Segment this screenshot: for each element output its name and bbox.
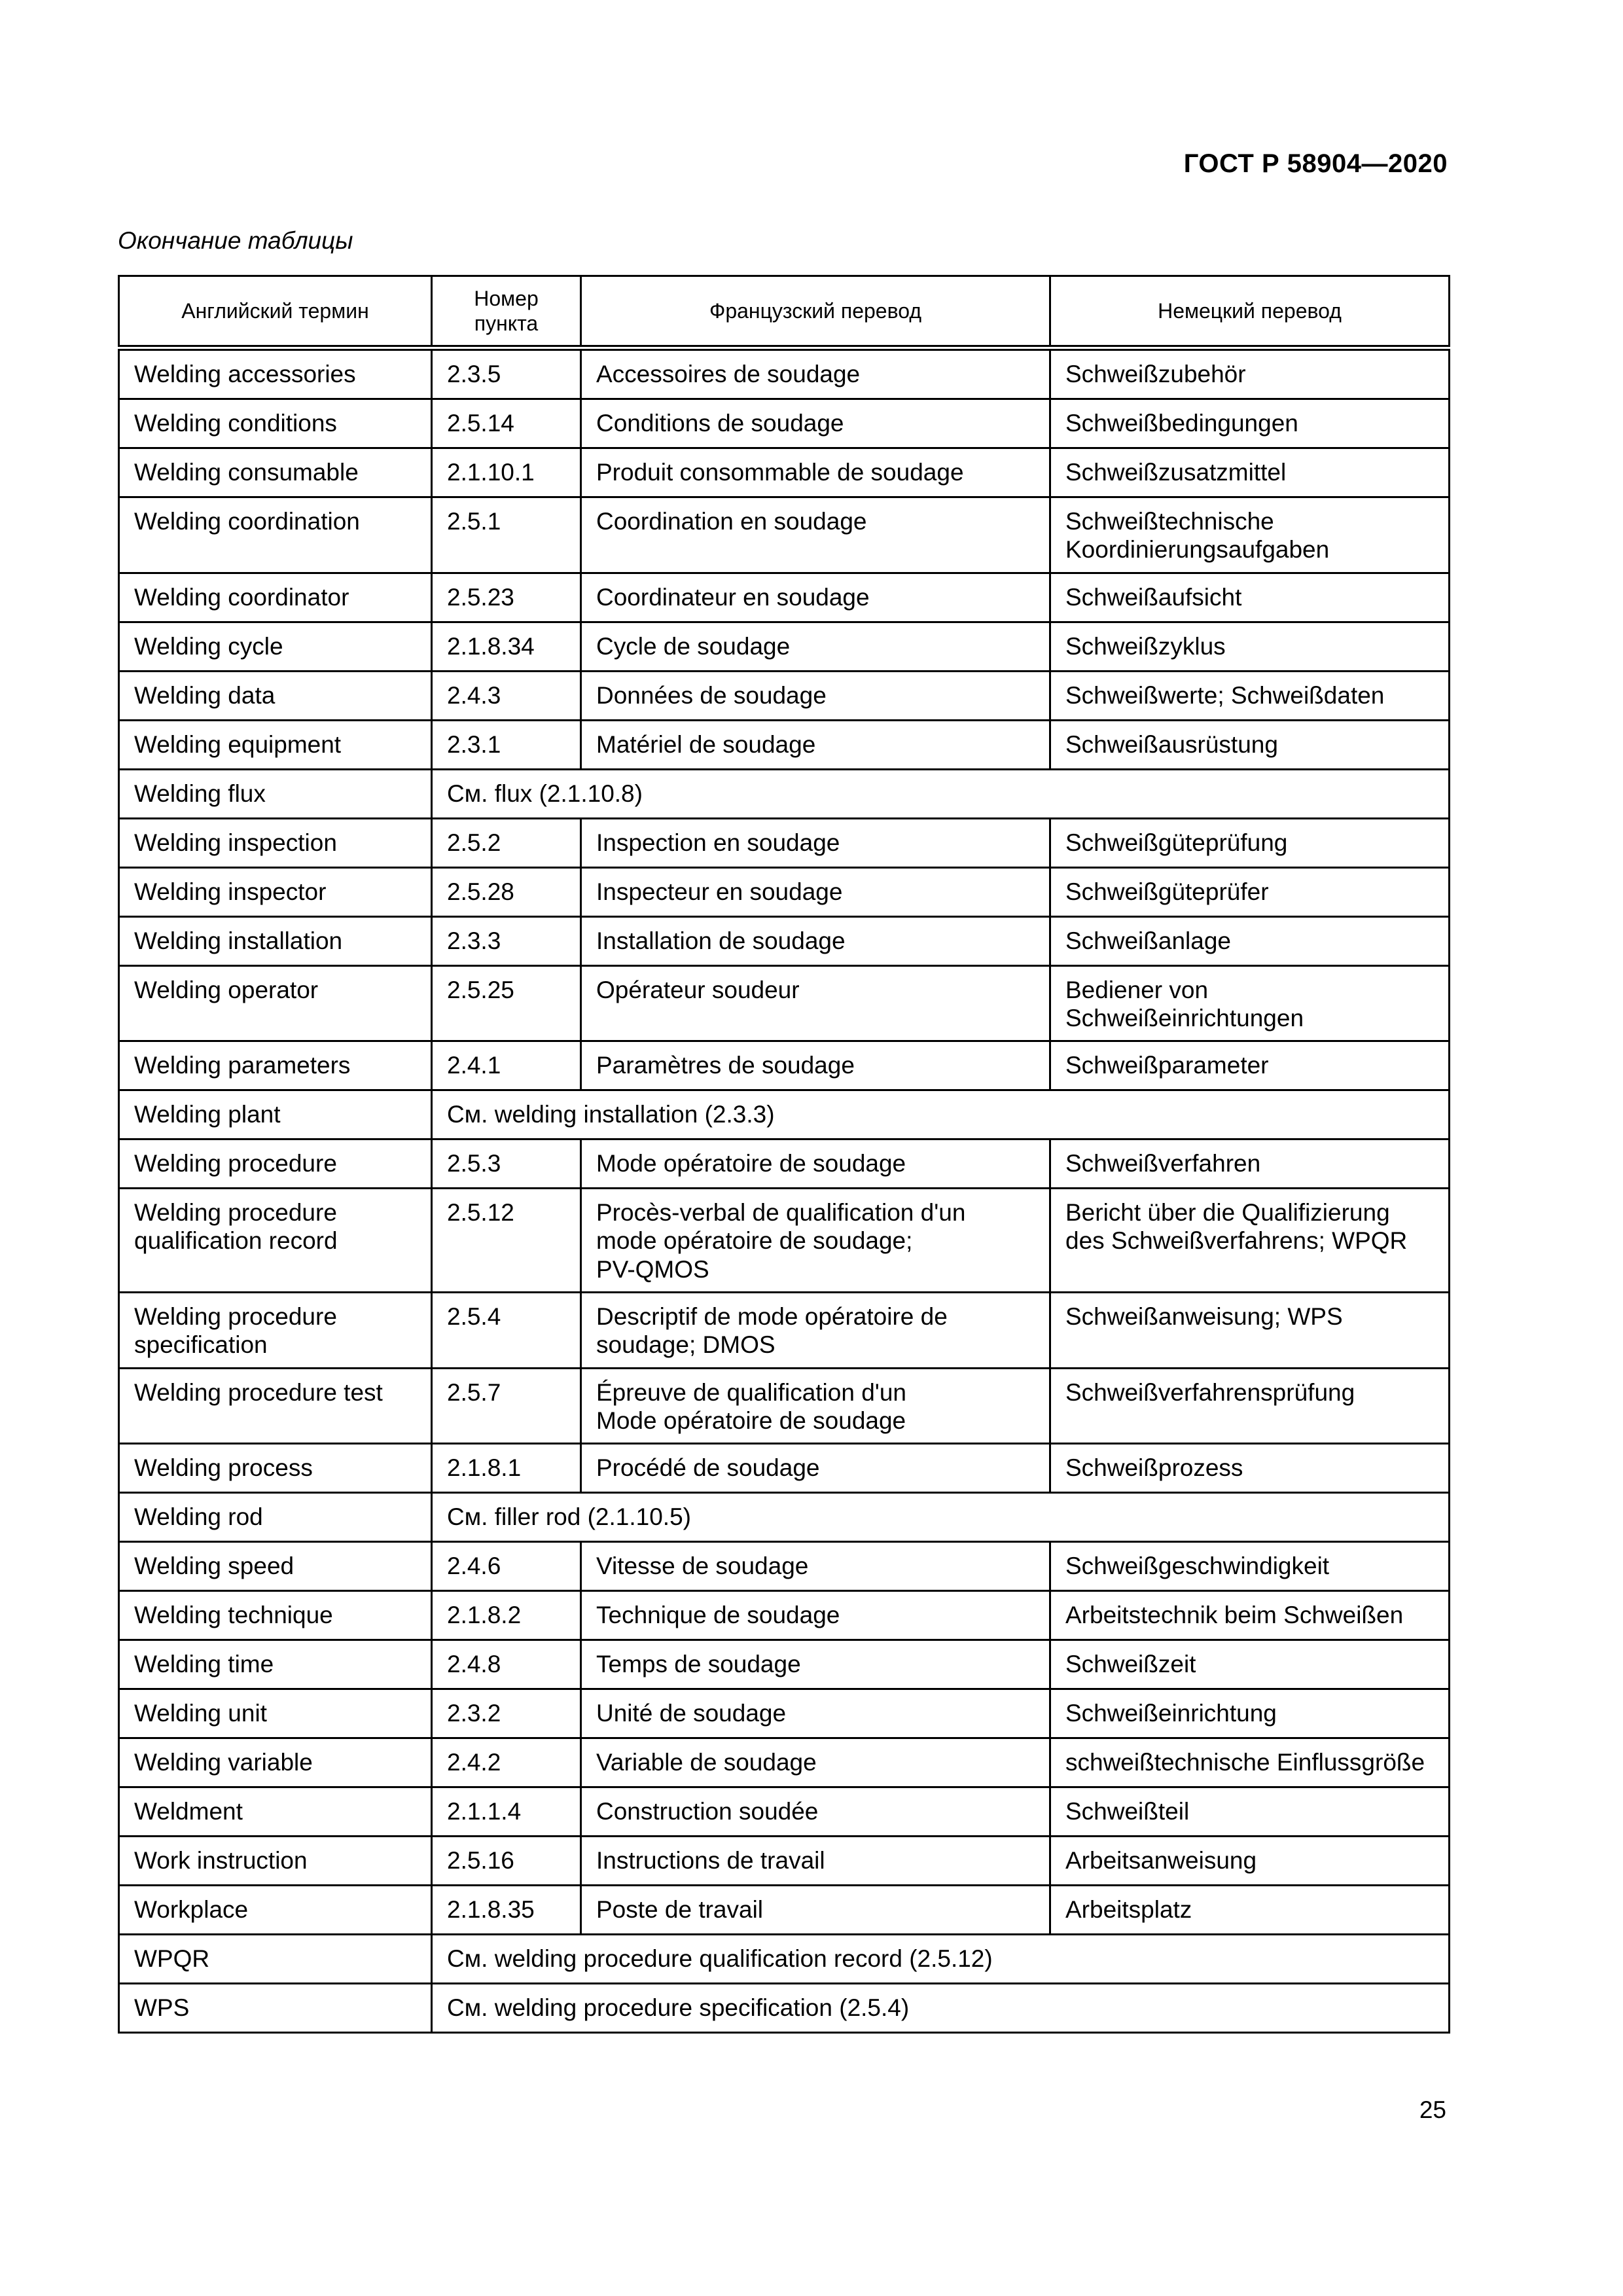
item-number-cell: 2.5.3 [432, 1139, 581, 1189]
french-translation-cell: Accessoires de soudage [581, 348, 1050, 399]
item-number-cell: 2.4.3 [432, 671, 581, 720]
german-translation-cell: Schweißgeschwindigkeit [1050, 1542, 1450, 1591]
french-translation-cell: Procès-verbal de qualification d'un mode opératoire de soudage; PV-QMOS [581, 1189, 1050, 1293]
english-term-cell: Welding rod [119, 1493, 432, 1542]
cross-reference-cell: См. filler rod (2.1.10.5) [432, 1493, 1450, 1542]
table-row [119, 1984, 1450, 2033]
german-translation-cell: Bediener von Schweißeinrichtungen [1050, 965, 1450, 1041]
english-term-cell: Welding procedure specification [119, 1292, 432, 1368]
table-row [119, 867, 1450, 916]
english-term-cell: Welding coordination [119, 497, 432, 573]
english-term-cell: Welding consumable [119, 448, 432, 497]
german-translation-cell: Schweißwerte; Schweißdaten [1050, 671, 1450, 720]
german-translation-cell: schweißtechnische Einflussgröße [1050, 1738, 1450, 1787]
english-term-cell: Welding process [119, 1444, 432, 1493]
german-translation-cell: Schweißtechnische Koordinierungsaufgaben [1050, 497, 1450, 573]
item-number-cell: 2.3.1 [432, 720, 581, 769]
german-translation-cell: Schweißzyklus [1050, 622, 1450, 671]
french-translation-cell: Installation de soudage [581, 916, 1050, 965]
table-row [119, 1090, 1450, 1139]
german-translation-cell: Schweißzeit [1050, 1640, 1450, 1689]
german-translation-cell: Schweißausrüstung [1050, 720, 1450, 769]
item-number-cell: 2.5.25 [432, 965, 581, 1041]
french-translation-cell: Vitesse de soudage [581, 1542, 1050, 1591]
german-translation-cell: Arbeitsanweisung [1050, 1837, 1450, 1886]
table-row [119, 1689, 1450, 1738]
english-term-cell: Welding unit [119, 1689, 432, 1738]
french-translation-cell: Instructions de travail [581, 1837, 1050, 1886]
english-term-cell: Welding operator [119, 965, 432, 1041]
english-term-cell: Welding speed [119, 1542, 432, 1591]
english-term-cell: WPS [119, 1984, 432, 2033]
item-number-cell: 2.5.1 [432, 497, 581, 573]
german-translation-cell: Arbeitsplatz [1050, 1886, 1450, 1935]
table-row [119, 1591, 1450, 1640]
column-header-german-translation: Немецкий перевод [1050, 276, 1450, 348]
item-number-cell: 2.3.2 [432, 1689, 581, 1738]
french-translation-cell: Variable de soudage [581, 1738, 1050, 1787]
terms-table [118, 275, 1450, 2034]
french-translation-cell: Inspecteur en soudage [581, 867, 1050, 916]
table-row [119, 1493, 1450, 1542]
table-row [119, 1738, 1450, 1787]
cross-reference-cell: См. welding installation (2.3.3) [432, 1090, 1450, 1139]
item-number-cell: 2.1.10.1 [432, 448, 581, 497]
german-translation-cell: Schweißgüteprüfer [1050, 867, 1450, 916]
column-header-english-term: Английский термин [119, 276, 432, 348]
table-row [119, 769, 1450, 818]
english-term-cell: Welding data [119, 671, 432, 720]
cross-reference-cell: См. welding procedure qualification record (2.5.12) [432, 1935, 1450, 1984]
french-translation-cell: Poste de travail [581, 1886, 1050, 1935]
french-translation-cell: Descriptif de mode opératoire de soudage; DMOS [581, 1292, 1050, 1368]
french-translation-cell: Coordinateur en soudage [581, 573, 1050, 622]
item-number-cell: 2.1.1.4 [432, 1787, 581, 1837]
english-term-cell: Welding parameters [119, 1041, 432, 1090]
french-translation-cell: Épreuve de qualification d'un Mode opératoire de soudage [581, 1368, 1050, 1444]
german-translation-cell: Schweißzubehör [1050, 348, 1450, 399]
english-term-cell: Welding time [119, 1640, 432, 1689]
item-number-cell: 2.5.7 [432, 1368, 581, 1444]
column-header-french-translation: Французский перевод [581, 276, 1050, 348]
table-row [119, 399, 1450, 448]
french-translation-cell: Procédé de soudage [581, 1444, 1050, 1493]
german-translation-cell: Schweißparameter [1050, 1041, 1450, 1090]
table-row [119, 1837, 1450, 1886]
table-row [119, 348, 1450, 399]
item-number-cell: 2.1.8.2 [432, 1591, 581, 1640]
french-translation-cell: Inspection en soudage [581, 818, 1050, 867]
item-number-cell: 2.4.2 [432, 1738, 581, 1787]
french-translation-cell: Mode opératoire de soudage [581, 1139, 1050, 1189]
english-term-cell: Welding inspector [119, 867, 432, 916]
table-row [119, 1787, 1450, 1837]
english-term-cell: Welding installation [119, 916, 432, 965]
english-term-cell: Welding procedure [119, 1139, 432, 1189]
english-term-cell: Welding equipment [119, 720, 432, 769]
french-translation-cell: Unité de soudage [581, 1689, 1050, 1738]
page-number: 25 [1419, 2096, 1446, 2123]
table-row [119, 916, 1450, 965]
document-code: ГОСТ Р 58904—2020 [1183, 149, 1448, 178]
french-translation-cell: Conditions de soudage [581, 399, 1050, 448]
english-term-cell: Welding cycle [119, 622, 432, 671]
table-row [119, 573, 1450, 622]
item-number-cell: 2.5.28 [432, 867, 581, 916]
table-row [119, 671, 1450, 720]
item-number-cell: 2.1.8.1 [432, 1444, 581, 1493]
item-number-cell: 2.1.8.34 [432, 622, 581, 671]
table-row [119, 1292, 1450, 1368]
item-number-cell: 2.1.8.35 [432, 1886, 581, 1935]
item-number-cell: 2.4.6 [432, 1542, 581, 1591]
item-number-cell: 2.5.14 [432, 399, 581, 448]
table-row [119, 965, 1450, 1041]
german-translation-cell: Schweißeinrichtung [1050, 1689, 1450, 1738]
german-translation-cell: Schweißzusatzmittel [1050, 448, 1450, 497]
french-translation-cell: Opérateur soudeur [581, 965, 1050, 1041]
german-translation-cell: Schweißprozess [1050, 1444, 1450, 1493]
item-number-cell: 2.5.23 [432, 573, 581, 622]
german-translation-cell: Schweißteil [1050, 1787, 1450, 1837]
cross-reference-cell: См. welding procedure specification (2.5.4) [432, 1984, 1450, 2033]
table-row [119, 1640, 1450, 1689]
french-translation-cell: Matériel de soudage [581, 720, 1050, 769]
item-number-cell: 2.5.4 [432, 1292, 581, 1368]
item-number-cell: 2.3.3 [432, 916, 581, 965]
english-term-cell: Workplace [119, 1886, 432, 1935]
english-term-cell: Welding flux [119, 769, 432, 818]
table-caption: Окончание таблицы [118, 227, 353, 254]
french-translation-cell: Produit consommable de soudage [581, 448, 1050, 497]
english-term-cell: Welding procedure qualification record [119, 1189, 432, 1293]
item-number-cell: 2.5.12 [432, 1189, 581, 1293]
table-row [119, 448, 1450, 497]
table-row [119, 1041, 1450, 1090]
english-term-cell: WPQR [119, 1935, 432, 1984]
english-term-cell: Welding procedure test [119, 1368, 432, 1444]
table-row [119, 720, 1450, 769]
table-row [119, 1368, 1450, 1444]
table-row [119, 497, 1450, 573]
german-translation-cell: Schweißanlage [1050, 916, 1450, 965]
english-term-cell: Welding coordinator [119, 573, 432, 622]
item-number-cell: 2.4.1 [432, 1041, 581, 1090]
table-row [119, 1935, 1450, 1984]
english-term-cell: Weldment [119, 1787, 432, 1837]
english-term-cell: Welding variable [119, 1738, 432, 1787]
table-row [119, 622, 1450, 671]
table-row [119, 1542, 1450, 1591]
english-term-cell: Welding accessories [119, 348, 432, 399]
german-translation-cell: Schweißbedingungen [1050, 399, 1450, 448]
french-translation-cell: Données de soudage [581, 671, 1050, 720]
french-translation-cell: Cycle de soudage [581, 622, 1050, 671]
french-translation-cell: Technique de soudage [581, 1591, 1050, 1640]
german-translation-cell: Schweißgüteprüfung [1050, 818, 1450, 867]
english-term-cell: Welding technique [119, 1591, 432, 1640]
table-row [119, 1444, 1450, 1493]
english-term-cell: Work instruction [119, 1837, 432, 1886]
english-term-cell: Welding inspection [119, 818, 432, 867]
french-translation-cell: Temps de soudage [581, 1640, 1050, 1689]
english-term-cell: Welding plant [119, 1090, 432, 1139]
item-number-cell: 2.4.8 [432, 1640, 581, 1689]
table-row [119, 1189, 1450, 1293]
table-row [119, 818, 1450, 867]
item-number-cell: 2.5.16 [432, 1837, 581, 1886]
item-number-cell: 2.3.5 [432, 348, 581, 399]
table-body [119, 348, 1450, 2033]
item-number-cell: 2.5.2 [432, 818, 581, 867]
french-translation-cell: Coordination en soudage [581, 497, 1050, 573]
table-row [119, 1139, 1450, 1189]
table-row [119, 1886, 1450, 1935]
german-translation-cell: Schweißverfahrensprüfung [1050, 1368, 1450, 1444]
cross-reference-cell: См. flux (2.1.10.8) [432, 769, 1450, 818]
english-term-cell: Welding conditions [119, 399, 432, 448]
german-translation-cell: Bericht über die Qualifizierung des Schweißverfahrens; WPQR [1050, 1189, 1450, 1293]
german-translation-cell: Schweißanweisung; WPS [1050, 1292, 1450, 1368]
german-translation-cell: Schweißverfahren [1050, 1139, 1450, 1189]
french-translation-cell: Paramètres de soudage [581, 1041, 1050, 1090]
table-header-row [119, 276, 1450, 348]
german-translation-cell: Arbeitstechnik beim Schweißen [1050, 1591, 1450, 1640]
german-translation-cell: Schweißaufsicht [1050, 573, 1450, 622]
french-translation-cell: Construction soudée [581, 1787, 1050, 1837]
column-header-item-number: Номер пункта [432, 276, 581, 348]
